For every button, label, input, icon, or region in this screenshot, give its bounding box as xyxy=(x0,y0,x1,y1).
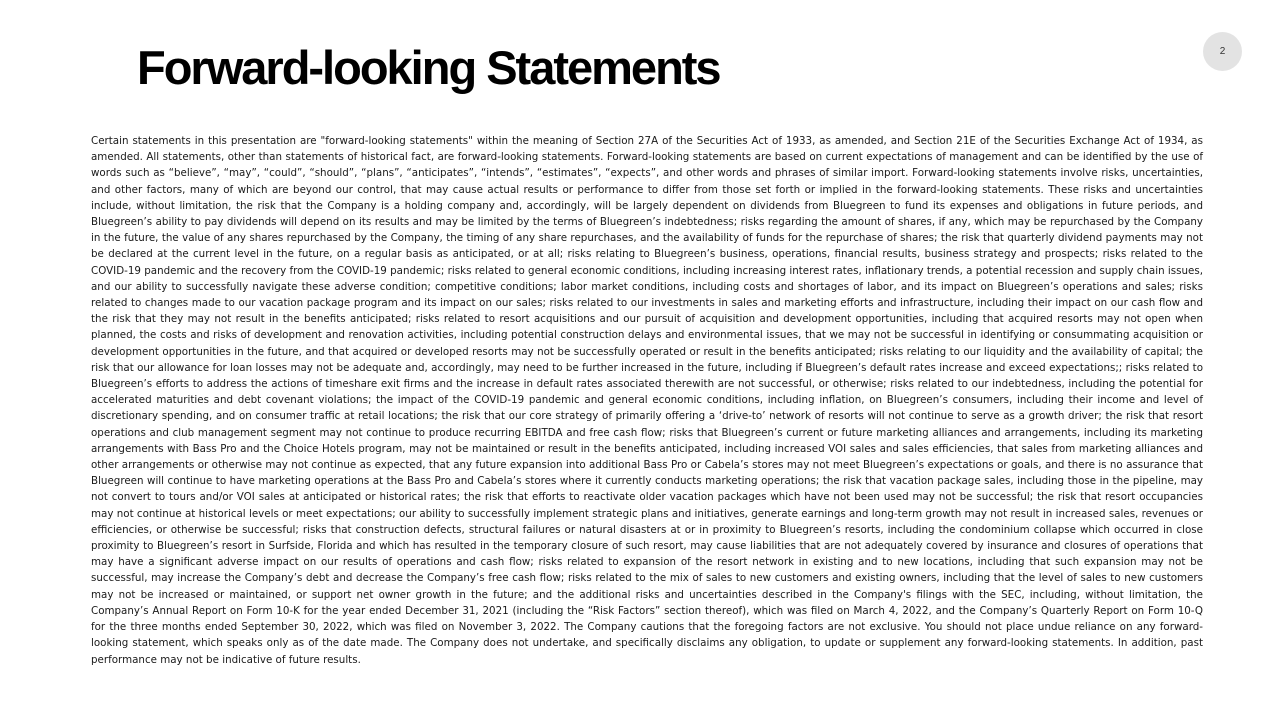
page-number: 2 xyxy=(1219,46,1226,57)
forward-looking-disclaimer-text: Certain statements in this presentation are "forward-looking statements" within the meaning of Section 27A of the Securities Act of 1933, as amended, and Section 21E of the Securities Exchange Act of 1934, as amended. All statements, other than statements of historical fact, are forward-looking statements. Forward-looking statements are based on current expectations of management and can be identified by the use of words such as “believe”, “may”, “could”, “should”, “plans”, “anticipates”, “intends”, “estimates”, “expects”, and other words and phrases of similar import. Forward-looking statements involve risks, uncertainties, and other factors, many of which are beyond our control, that may cause actual results or performance to differ from those set forth or implied in the forward-looking statements. These risks and uncertainties include, without limitation, the risk that the Company is a holding company and, accordingly, will be largely dependent on dividends from Bluegreen to fund its expenses and obligations in future periods, and Bluegreen’s ability to pay dividends will depend on its results and may be limited by the terms of Bluegreen’s indebtedness; risks regarding the amount of shares, if any, which may be repurchased by the Company in the future, the value of any shares repurchased by the Company, the timing of any share repurchases, and the availability of funds for the repurchase of shares; the risk that quarterly dividend payments may not be declared at the current level in the future, on a regular basis as anticipated, or at all; risks relating to Bluegreen’s business, operations, financial results, business strategy and prospects; risks related to the COVID-19 pandemic and the recovery from the COVID-19 pandemic; risks related to general economic conditions, including increasing interest rates, inflationary trends, a potential recession and supply chain issues, and our ability to successfully navigate these adverse condition; competitive conditions; labor market conditions, including costs and shortages of labor, and its impact on Bluegreen’s operations and sales; risks related to changes made to our vacation package program and its impact on our sales; risks related to our investments in sales and marketing efforts and infrastructure, including their impact on our cash flow and the risk that they may not result in the benefits anticipated; risks related to resort acquisitions and our pursuit of acquisition and development opportunities, including that acquired resorts may not open when planned, the costs and risks of development and renovation activities, including potential construction delays and environmental issues, that we may not be successful in identifying or consummating acquisition or development opportunities in the future, and that acquired or developed resorts may not be successfully operated or result in the benefits anticipated; risks relating to our liquidity and the availability of capital; the risk that our allowance for loan losses may not be adequate and, accordingly, may need to be further increased in the future, including if Bluegreen’s default rates increase and exceed expectations;; risks related to Bluegreen’s efforts to address the actions of timeshare exit firms and the increase in default rates associated therewith are not successful, or otherwise; risks related to our indebtedness, including the potential for accelerated maturities and debt covenant violations; the impact of the COVID-19 pandemic and general economic conditions, including inflation, on Bluegreen’s consumers, including their income and level of discretionary spending, and on consumer traffic at retail locations; the risk that our core strategy of primarily offering a ‘drive-to’ network of resorts will not continue to serve as a growth driver; the risk that resort operations and club management segment may not continue to produce recurring EBITDA and free cash flow; risks that Bluegreen’s current or future marketing alliances and arrangements, including its marketing arrangements with Bass Pro and the Choice Hotels program, may not be maintained or result in the benefits anticipated, including increased VOI sales and sales efficiencies, that sales from marketing alliances and other arrangements or otherwise may not continue as expected, that any future expansion into additional Bass Pro or Cabela’s stores may not meet Bluegreen’s expectations or goals, and there is no assurance that Bluegreen will continue to have marketing operations at the Bass Pro and Cabela’s stores where it currently conducts marketing operations; the risk that vacation package sales, including those in the pipeline, may not convert to tours and/or VOI sales at anticipated or historical rates; the risk that efforts to reactivate older vacation packages which have not been used may not be successful; the risk that resort occupancies may not continue at historical levels or meet expectations; our ability to successfully implement strategic plans and initiatives, generate earnings and long-term growth may not result in increased sales, revenues or efficiencies, or otherwise be successful; risks that construction defects, structural failures or natural disasters at or in proximity to Bluegreen’s resorts, including the condominium collapse which occurred in close proximity to Bluegreen’s resort in Surfside, Florida and which has resulted in the temporary closure of such resort, may cause liabilities that are not adequately covered by insurance and closures of operations that may have a significant adverse impact on our results of operations and cash flow; risks related to expansion of the resort network in existing and to new locations, including that such expansion may not be successful, may increase the Company’s debt and decrease the Company’s free cash flow; risks related to the mix of sales to new customers and existing owners, including that the level of sales to new customers may not be increased or maintained, or support net owner growth in the future; and the additional risks and uncertainties described in the Company's filings with the SEC, including, without limitation, the Company’s Annual Report on Form 10-K for the year ended December 31, 2021 (including the “Risk Factors” section thereof), which was filed on March 4, 2022, and the Company’s Quarterly Report on Form 10-Q for the three months ended September 30, 2022, which was filed on November 3, 2022. The Company cautions that the foregoing factors are not exclusive. You should not place undue reliance on any forward-looking statement, which speaks only as of the date made. The Company does not undertake, and specifically disclaims any obligation, to update or supplement any forward-looking statements. In addition, past performance may not be indicative of future results. xyxy=(91,135,1203,666)
slide-title: Forward-looking Statements xyxy=(137,41,720,94)
page-number-badge xyxy=(1203,32,1242,71)
